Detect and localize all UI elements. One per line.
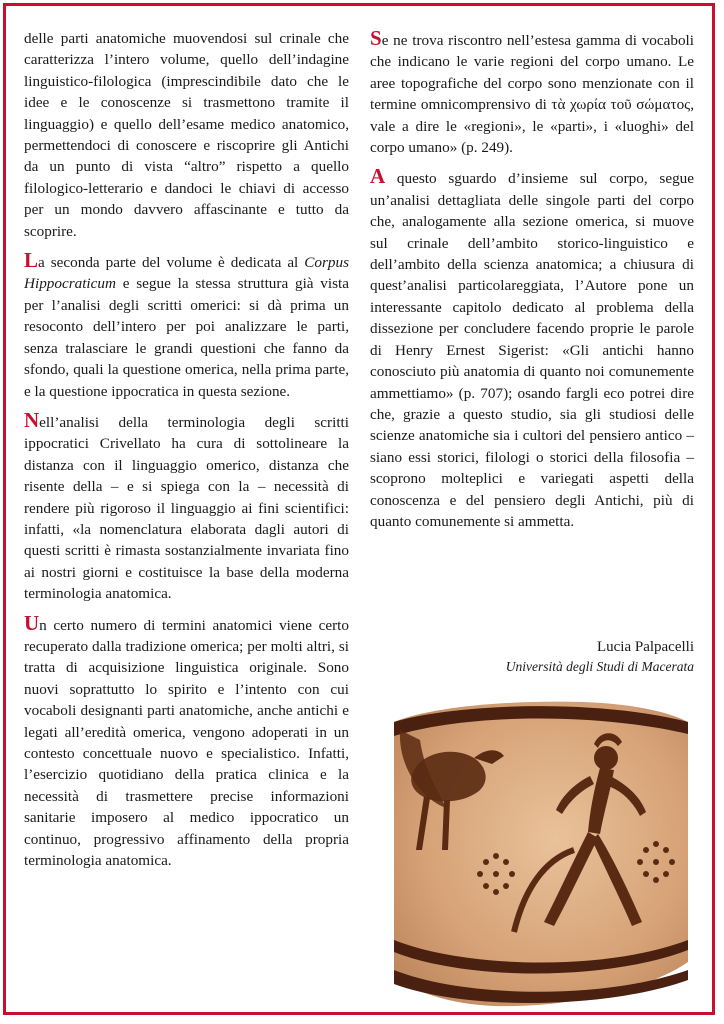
greek-vase-painting-icon (394, 700, 688, 1010)
book-title: Corpus Hippocraticum (24, 254, 349, 293)
right-column (370, 28, 694, 540)
signature (370, 638, 694, 676)
paragraph-text: ell’analisi della terminologia degli scritti ippocratici Crivellato ha cura di sottolineare la distanza con il linguaggio omerico, distanza che risente della – e si spiega con la – necessità di rendere più rigoroso il linguaggio ai fini scientifici: infatti, «la nomenclatura elaborata dagli autori di questi scritti è rimasta sostanzialmente invariata fino ai nostri giorni e costituisce la base della moderna terminologia anatomica. (24, 413, 349, 603)
author-affiliation: Università degli Studi di Macerata (505, 659, 694, 674)
left-column (24, 28, 349, 879)
paragraph-text: questo sguardo d’insieme sul corpo, segue un’analisi dettagliata delle singole parti del corpo che, analogamente alla sezione omerica, si muove sul crinale dell’ambito storico-linguistico e dell’ambito della scienza anatomica; a chiusura di quest’analisi particolareggiata, l’Autore pone un interessante capitolo dedicato al problema della dissezione per concludere facendo proprie le parole di Henry Ernest Sigerist: «Gli antichi hanno conosciuto più anatomia di quanto noi comunemente ammettiamo» (p. 707); osando fargli eco potrei dire che, grazie a questo studio, sia gli studiosi delle scienze anatomiche sia i cultori del pensiero antico – siano essi storici, filologi o storici della filosofia – scoprono molteplici e variegati aspetti della conoscenza e del pensiero degli Antichi, più di quanto comunemente si ammetta. (370, 170, 694, 530)
author-name: Lucia Palpacelli (596, 639, 694, 655)
drop-cap: A (370, 164, 386, 189)
paragraph (24, 407, 349, 605)
paragraph (370, 28, 694, 158)
paragraph-text: a seconda parte del volume è dedicata al (38, 254, 305, 272)
paragraph-text: e ne trova riscontro nell’estesa gamma di vocaboli che indicano le varie regioni del corpo umano. Le aree topografiche del corpo sono menzionate con il termine omnicomprensivo di τὰ χωρία τοῦ σώματος, vale a dire le «regioni», le «parti», i «luoghi» del corpo umano» (p. 249). (370, 32, 694, 157)
paragraph (370, 166, 694, 532)
drop-cap: U (24, 610, 40, 635)
paragraph-text: delle parti anatomiche muovendosi sul crinale che caratterizza l’intero volume, quello dell’indagine linguistico-filologica (imprescindibile dato che le idee e le conoscenze si trasmettono tramite il linguaggio) e quello dell’esame medico anatomico, permettendoci di conoscere e riscoprire gli Antichi da un punto di vista “altro” rispetto a quello filologico-letterario e dandoci le chiavi di accesso per un mondo davvero affascinante e tutto da scoprire. (24, 30, 349, 240)
paragraph (24, 28, 349, 242)
paragraph (24, 250, 349, 402)
vase-illustration (394, 700, 688, 1010)
paragraph (24, 610, 349, 872)
paragraph-text: n certo numero di termini anatomici viene certo recuperato dalla tradizione omerica; per molti altri, si tratta di acquisizione linguistica originale. Sono nuovi soprattutto lo spirito e l’intento con cui vocaboli designanti parti anatomiche, anche antichi e legati all’eredità omerica, vengono adoperati in un contesto concettuale nuovo e specialistico. Infatti, l’esercizio quotidiano della pratica clinica e la necessità di trasmettere precise informazioni sanitarie imposero al medico ippocratico un continuo, progressivo affinamento della propria terminologia anatomica. (24, 616, 349, 870)
drop-cap: N (24, 407, 40, 432)
drop-cap: L (24, 248, 39, 273)
paragraph-text: e segue la stessa struttura già vista per l’analisi degli scritti omerici: si dà prima un resoconto dell’intero per poi analizzare le parti, senza tralasciare le grandi questioni che fanno da sfondo, quali la questione omerica, nella prima parte, e la questione ippocratica in questa sezione. (24, 275, 349, 400)
drop-cap: S (370, 26, 382, 50)
